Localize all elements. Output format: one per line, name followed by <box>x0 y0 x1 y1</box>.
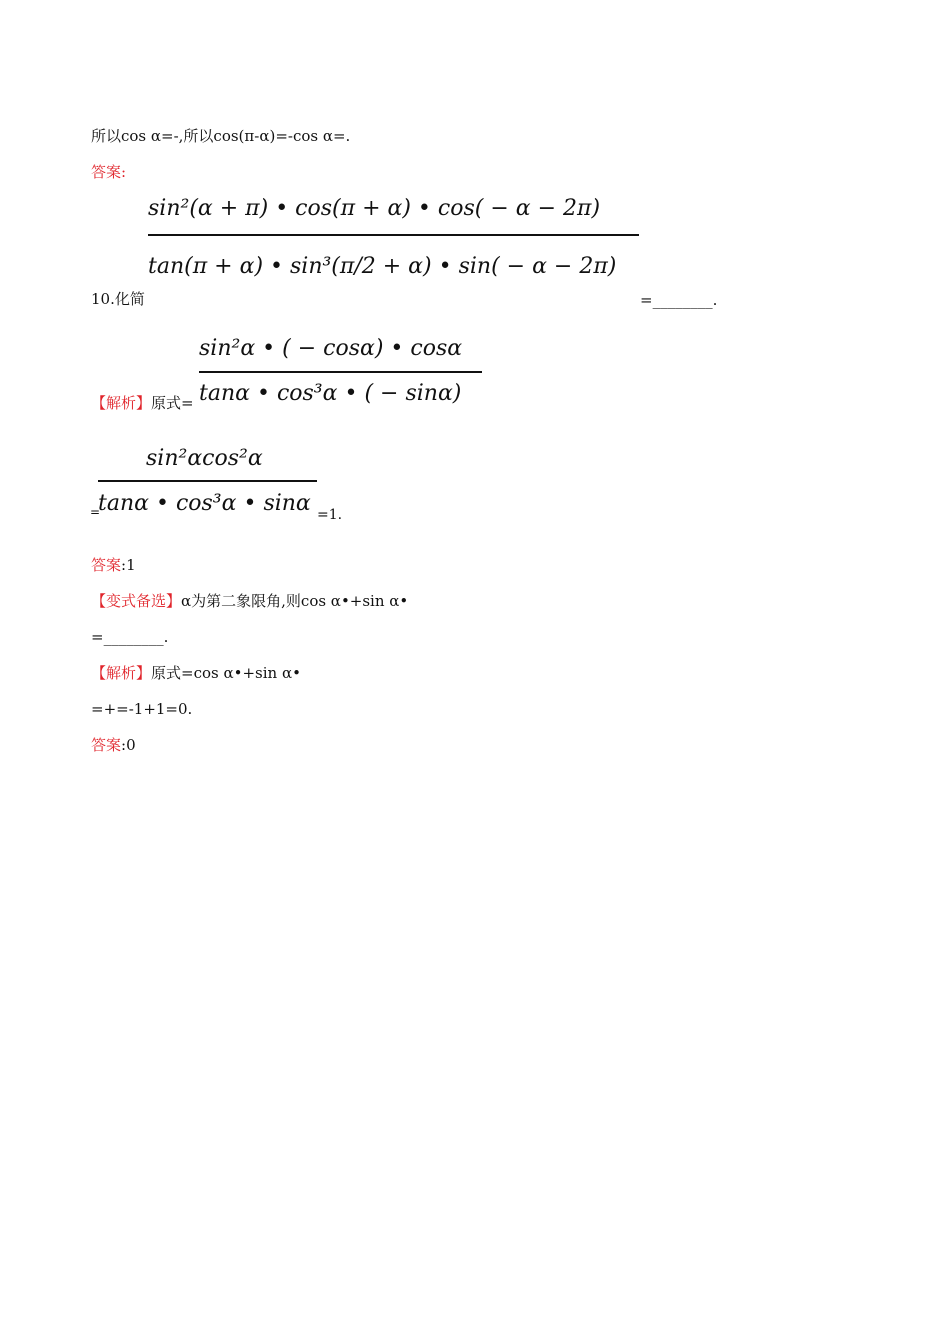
answer-value: :1 <box>121 556 136 574</box>
analysis-text: 原式= <box>151 394 194 412</box>
variant-blank: =________. <box>91 628 169 646</box>
answer-line <box>91 555 136 575</box>
fraction-bar <box>199 371 482 373</box>
answer2-line <box>91 735 136 755</box>
q10-fraction <box>148 196 640 306</box>
q10-denominator: tan(π + α) • sin³(π/2 + α) • sin( − α − 2π) <box>148 254 617 279</box>
analysis-label: 【解析】 <box>91 394 152 412</box>
answer2-value: :0 <box>121 736 136 754</box>
analysis2-result: =+=-1+1=0. <box>91 700 193 718</box>
solution-line: 所以cos α=-,所以cos(π-α)=-cos α=. <box>91 127 351 145</box>
step2-result: =1. <box>317 507 343 523</box>
fraction-bar <box>98 480 317 482</box>
analysis-fraction <box>199 336 483 416</box>
answer-label: 答案: <box>91 163 127 181</box>
equals-sign: = <box>90 505 101 519</box>
analysis2-line <box>91 663 301 683</box>
variant-label: 【变式备选】 <box>91 592 182 610</box>
answer-label: 答案 <box>91 556 122 574</box>
question-number: 10.化简 <box>91 290 145 308</box>
answer2-label: 答案 <box>91 736 122 754</box>
step2-numerator: sin²αcos²α <box>146 446 263 471</box>
q10-numerator: sin²(α + π) • cos(π + α) • cos( − α − 2π) <box>148 196 601 221</box>
analysis-numerator: sin²α • ( − cosα) • cosα <box>199 336 463 361</box>
answer-blank: =________. <box>640 291 718 309</box>
variant-text: α为第二象限角,则cos α•+sin α• <box>181 592 409 610</box>
analysis-denominator: tanα • cos³α • ( − sinα) <box>199 381 462 406</box>
fraction-bar <box>148 234 639 236</box>
analysis-line <box>91 393 194 413</box>
step2-denominator: tanα • cos³α • sinα <box>98 491 311 516</box>
step2-fraction <box>98 446 320 526</box>
analysis2-text: 原式=cos α•+sin α• <box>151 664 301 682</box>
analysis2-label: 【解析】 <box>91 664 152 682</box>
variant-line <box>91 591 408 611</box>
